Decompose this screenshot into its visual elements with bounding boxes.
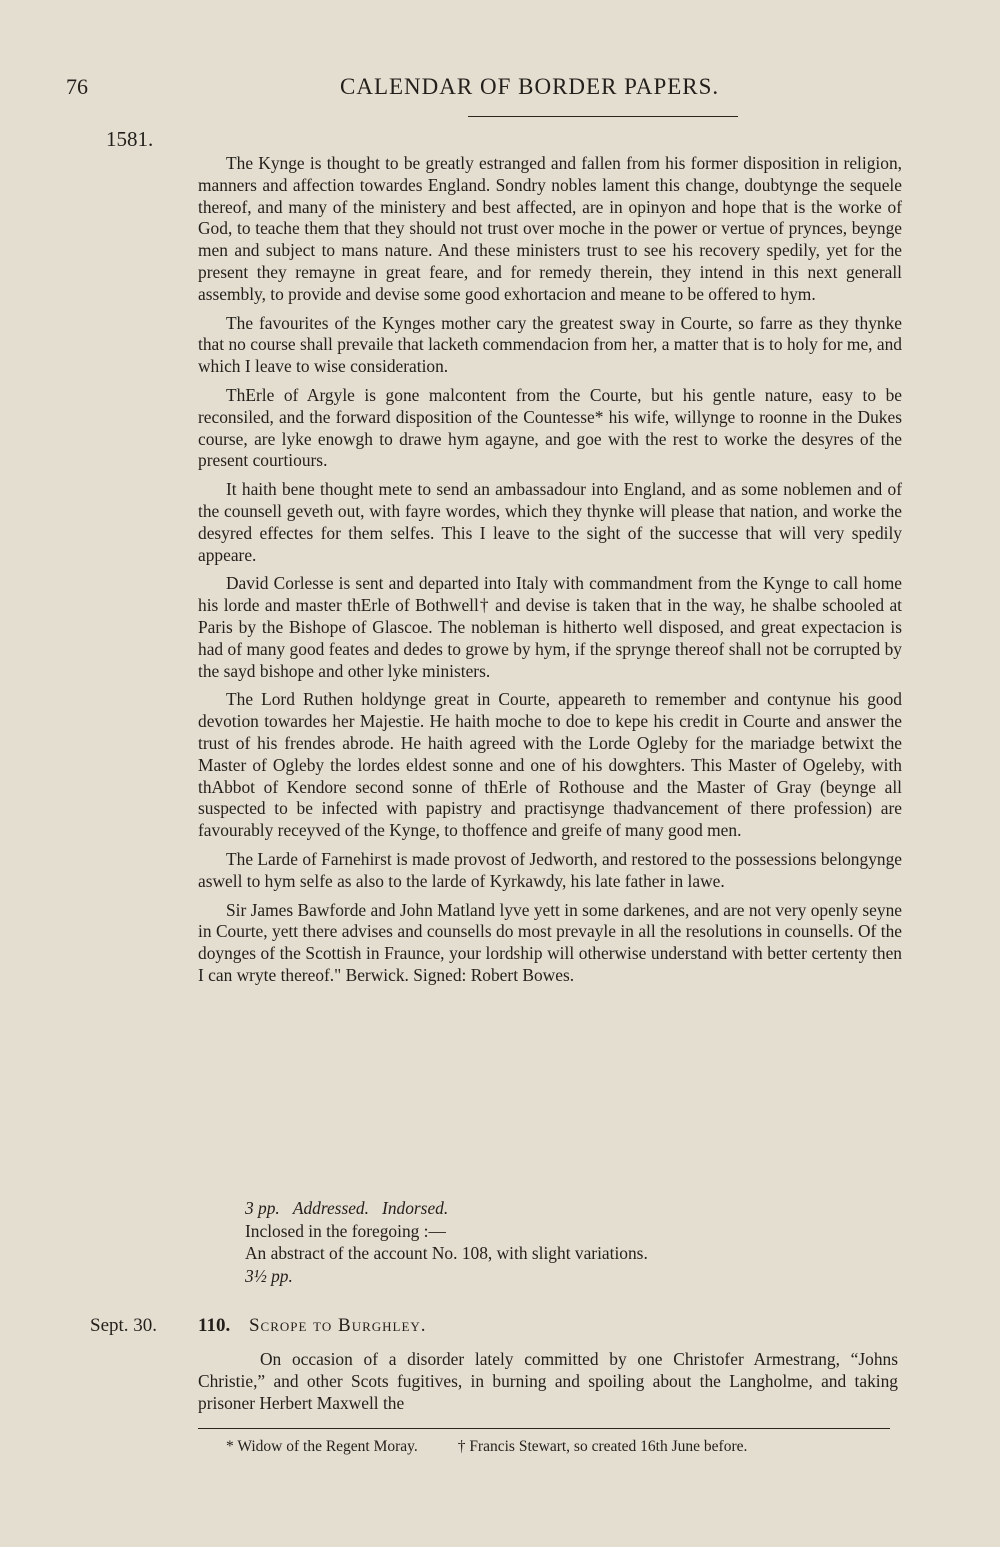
running-head: CALENDAR OF BORDER PAPERS. — [340, 74, 720, 99]
footnote-rule — [198, 1428, 890, 1429]
paragraph: It haith bene thought mete to send an ambassadour into England, and as some noblemen and of the counsell geveth out, with fayre wordes, which they thynke will please that nation, and worke the desyred effectes for them selfes. This I leave to the sight of the successe that will very spedily appeare. — [198, 479, 902, 565]
footnote-dagger: † Francis Stewart, so created 16th June before. — [457, 1438, 748, 1455]
pages-note-2: 3½ pp. — [245, 1265, 293, 1286]
paragraph: The Larde of Farnehirst is made provost of Jedworth, and restored to the possessions belongynge aswell to hym selfe as also to the larde of Kyrkawdy, his late father in lawe. — [198, 848, 902, 891]
footnote-star: * Widow of the Regent Moray. — [226, 1438, 418, 1455]
entry-heading — [198, 1315, 427, 1337]
entry-title: Scrope to Burghley. — [248, 1315, 427, 1336]
paragraph: Sir James Bawforde and John Matland lyve yett in some darkenes, and are not very openly seyne in Courte, yett there advises and counsells do most prevayle in all the resolutions in counsells. Of the doynges of the Scottish in Fraunce, your lordship will otherwise understand with better certenty then I can wryte thereof." Berwick. Signed: Robert Bowes. — [198, 899, 902, 985]
margin-year: 1581. — [106, 127, 154, 151]
abstract-note: An abstract of the account No. 108, with slight variations. — [245, 1243, 648, 1263]
paragraph: David Corlesse is sent and departed into Italy with commandment from the Kynge to call home his lorde and master thErle of Bothwell† and devise is taken that in the way, he shalbe schooled at Paris by the Bishope of Glascoe. The nobleman is hitherto well disposed, and great expectacion is had of many good feates and dedes to growe by hym, if the sprynge thereof shall not be corrupted by the sayd bishope and other lyke ministers. — [198, 573, 902, 681]
page-number: 76 — [66, 74, 88, 99]
entry-number: 110. — [198, 1315, 231, 1336]
header-rule — [468, 116, 738, 117]
document-notes — [245, 1197, 865, 1287]
paragraph: The favourites of the Kynges mother cary the greatest sway in Courte, so farre as they thynke that no course shall prevaile that lacketh commendacion from her, a matter that is to holy for me, and which I leave to wise consideration. — [198, 312, 902, 377]
entry-body — [198, 1348, 898, 1414]
paragraph: ThErle of Argyle is gone malcontent from the Courte, but his gentle nature, easy to be reconsiled, and the forward disposition of the Countesse* his wife, willynge to roonne in the Dukes course, are lyke enowgh to drawe hym agayne, and goe with the rest to worke the desyres of the present courtiours. — [198, 384, 902, 471]
paragraph: On occasion of a disorder lately committed by one Christofer Armestrang, “Johns Christie,” and other Scots fugitives, in burning and spoiling about the Langholme, and taking prisoner Herbert Maxwell the — [198, 1349, 898, 1413]
paragraph: The Lord Ruthen holdynge great in Courte, appeareth to remember and contynue his good devotion towardes her Majestie. He haith moche to doe to kepe his credit in Courte and answer the trust of his frendes abrode. He haith agreed with the Lorde Ogleby for the mariadge betwixt the Master of Ogleby the lordes eldest sonne and one of his dowghters. This Master of Ogeleby, with thAbbot of Kendore second sonne of thErle of Rothouse and the Master of Gray (beynge all suspected to be infected with papistry and practisynge thadvancement of there profession) are favourably receyved of the Kynge, to thoffence and greife of many good men. — [198, 689, 902, 841]
paragraph: The Kynge is thought to be greatly estranged and fallen from his former disposition in religion, manners and affection towardes England. Sondry nobles lament this change, doubtynge the sequele thereof, and many of the ministery and best affected, are in opinyon and hope that is the worke of God, to teache them that they should not trust over moche in the power or vertue of prynces, beynge men and subject to mans nature. And these ministers trust to see his recovery spedily, yet for the present they remayne in great feare, and for remedy therein, they intend in this next generall assembly, to provide and devise some good exhortacion and meane to be offered to hym. — [198, 153, 902, 304]
pages-note: 3 pp. Addressed. Indorsed. — [245, 1198, 449, 1218]
footnotes — [226, 1438, 783, 1456]
inclosure-note: Inclosed in the foregoing :— — [245, 1220, 446, 1241]
margin-entry-date: Sept. 30. — [90, 1315, 158, 1336]
letter-body — [198, 153, 902, 994]
